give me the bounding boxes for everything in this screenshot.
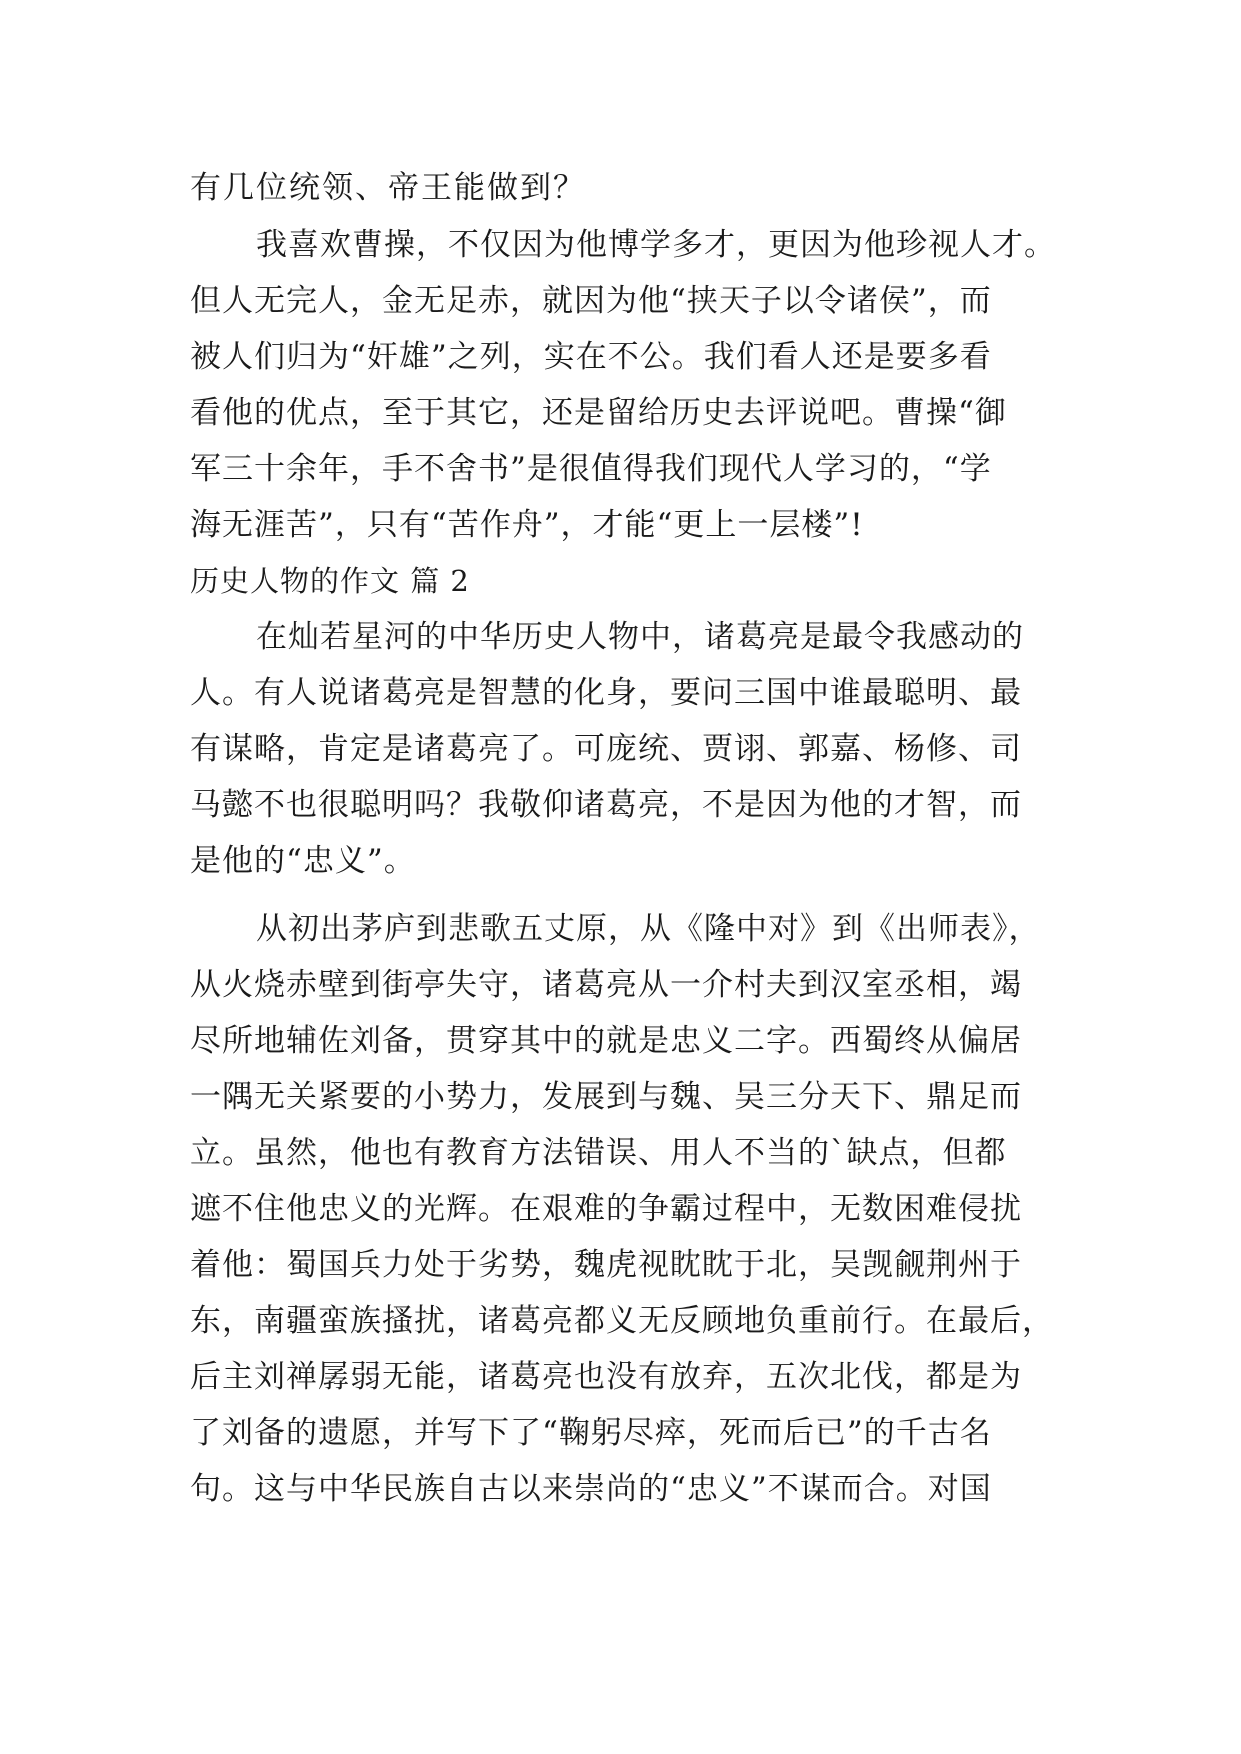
text-line: 句。这与中华民族自古以来崇尚的“忠义”不谋而合。对国 [190,1471,992,1507]
text-line: 遮不住他忠义的光辉。在艰难的争霸过程中，无数困难侵扰 [190,1191,1022,1227]
text-line: 从火烧赤壁到街亭失守，诸葛亮从一介村夫到汉室丞相，竭 [190,967,1022,1003]
text-line: 但人无完人，金无足赤，就因为他“挟天子以令诸侯”，而 [190,283,992,319]
paragraph-start: 在灿若星河的中华历史人物中，诸葛亮是最令我感动的 [256,619,1024,655]
text-line: 立。虽然，他也有教育方法错误、用人不当的`缺点，但都 [190,1135,1007,1171]
text-line: 有几位统领、帝王能做到？ [190,170,586,206]
text-line: 海无涯苦”，只有“苦作舟”，才能“更上一层楼”! [190,507,864,543]
paragraph-start: 我喜欢曹操，不仅因为他博学多才，更因为他珍视人才。 [256,227,1056,263]
text-line: 着他：蜀国兵力处于劣势，魏虎视眈眈于北，吴觊觎荆州于 [190,1247,1022,1283]
text-line: 尽所地辅佐刘备，贯穿其中的就是忠义二字。西蜀终从偏居 [190,1023,1022,1059]
text-line: 有谋略，肯定是诸葛亮了。可庞统、贾诩、郭嘉、杨修、司 [190,731,1022,767]
text-line: 一隅无关紧要的小势力，发展到与魏、吴三分天下、鼎足而 [190,1079,1022,1115]
text-line: 了刘备的遗愿，并写下了“鞠躬尽瘁，死而后已”的千古名 [190,1415,992,1451]
section-heading: 历史人物的作文 篇 2 [190,564,470,598]
text-line: 是他的“忠义”。 [190,843,416,879]
text-line: 人。有人说诸葛亮是智慧的化身，要问三国中谁最聪明、最 [190,675,1022,711]
text-line: 被人们归为“奸雄”之列，实在不公。我们看人还是要多看 [190,339,992,375]
paragraph-start: 从初出茅庐到悲歌五丈原，从《隆中对》到《出师表》， [256,911,1041,947]
text-line: 马懿不也很聪明吗？我敬仰诸葛亮，不是因为他的才智，而 [190,787,1022,823]
text-line: 东，南疆蛮族搔扰，诸葛亮都义无反顾地负重前行。在最后， [190,1303,1054,1339]
text-line: 看他的优点，至于其它，还是留给历史去评说吧。曹操“御 [190,395,1007,431]
text-line: 后主刘禅孱弱无能，诸葛亮也没有放弃，五次北伐，都是为 [190,1359,1022,1395]
text-line: 军三十余年，手不舍书”是很值得我们现代人学习的，“学 [190,451,992,487]
